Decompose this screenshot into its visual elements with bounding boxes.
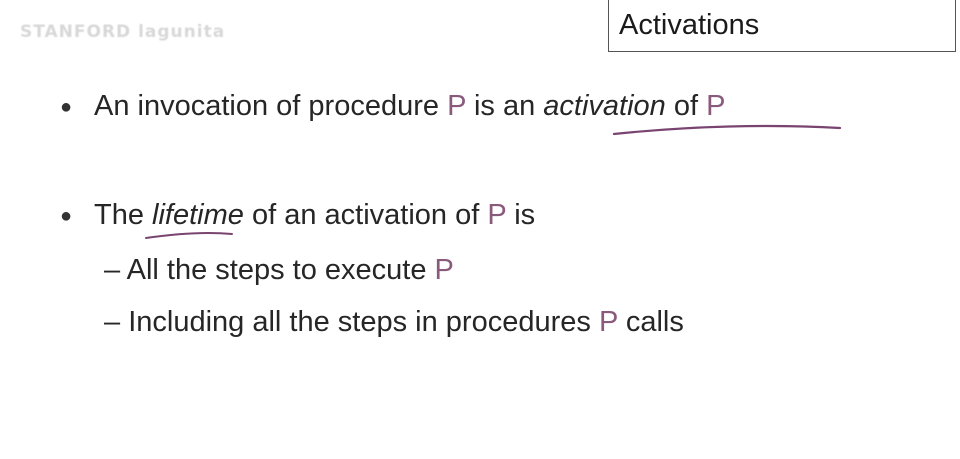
procedure-letter: P: [434, 254, 454, 286]
term-activation: activation: [543, 90, 666, 122]
bullet-2-text-post: of an activation of: [243, 199, 488, 231]
subitem-all-steps: [104, 254, 454, 287]
subitem-including-calls: [104, 306, 684, 339]
bullet-dot-icon: ●: [60, 96, 73, 118]
procedure-letter: P: [598, 306, 618, 338]
subitem-dash: –: [104, 254, 121, 286]
bullet-1-text-post: of: [665, 90, 707, 122]
procedure-letter: P: [706, 90, 726, 122]
bullet-1-text-pre: An invocation of procedure: [94, 90, 448, 122]
subitem-2-tail: calls: [617, 306, 684, 338]
bullet-2-text-pre: The: [94, 199, 153, 231]
bullet-1-text-mid: is an: [465, 90, 544, 122]
subitem-dash: –: [104, 306, 121, 338]
procedure-letter: P: [487, 199, 507, 231]
term-lifetime: lifetime: [152, 199, 244, 231]
slide-title: Activations: [619, 9, 760, 41]
underline-lifetime-stroke: [146, 233, 232, 238]
stanford-lagunita-watermark: STANFORD lagunita: [20, 22, 226, 42]
bullet-activation-definition: [94, 90, 725, 123]
slide-title-box: [608, 0, 956, 52]
bullet-lifetime-definition: [94, 199, 535, 232]
bullet-dot-icon: ●: [60, 205, 73, 227]
procedure-letter: P: [447, 90, 466, 122]
bullet-2-text-end: is: [506, 199, 536, 231]
subitem-2-text: Including all the steps in procedures: [128, 306, 599, 338]
subitem-1-text: All the steps to execute: [126, 254, 435, 286]
underline-activation-stroke: [614, 126, 840, 134]
